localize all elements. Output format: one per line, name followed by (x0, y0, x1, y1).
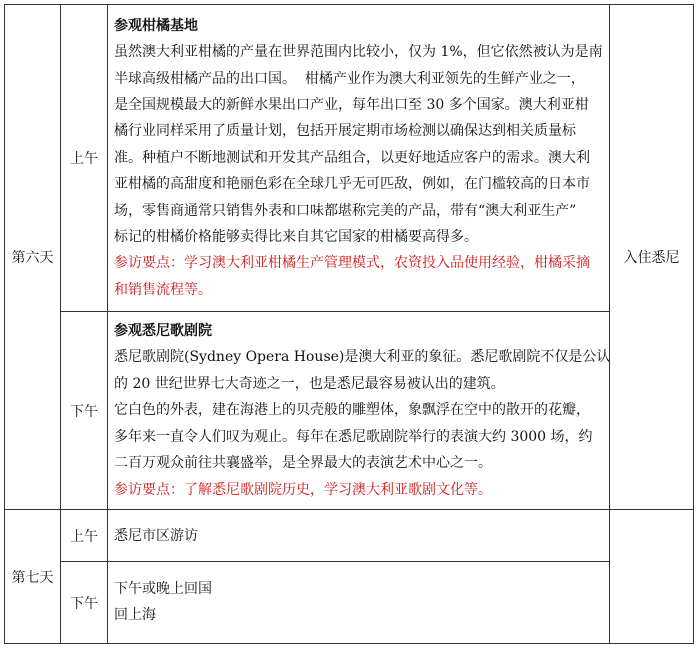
accommodation-note (610, 510, 694, 644)
key-point-line: 和销售流程等。 (114, 281, 212, 298)
text-line: 的 20 世纪世界七大奇迹之一，也是悉尼最容易被认出的建筑。 (114, 375, 505, 392)
text-line: 半球高级柑橘产品的出口国。 柑橘产业作为澳大利亚领先的生鲜产业之一， (114, 70, 585, 87)
text-line: 悉尼歌剧院(Sydney Opera House)是澳大利亚的象征。悉尼歌剧院不仅是公认 (114, 349, 611, 366)
session-title: 参观悉尼歌剧院 (114, 323, 212, 340)
text-line: 虽然澳大利亚柑橘的产量在世界范围内比较小，仅为 1%，但它依然被认为是南 (114, 44, 603, 61)
text-line: 场，零售商通常只销售外表和口味都堪称完美的产品，带有“澳大利亚生产” (114, 202, 577, 219)
day-label: 第六天 (5, 5, 61, 510)
session-description (114, 344, 611, 476)
session-content (108, 312, 610, 510)
table-row (5, 562, 694, 644)
session-content (108, 562, 610, 644)
itinerary-table (4, 4, 694, 644)
text-line: 它白色的外表，建在海港上的贝壳般的雕塑体，象飘浮在空中的散开的花瓣， (114, 402, 590, 419)
text-line: 下午或晚上回国 (114, 580, 212, 597)
text-line: 是全国规模最大的新鲜水果出口产业，每年出口至 30 多个国家。澳大利亚柑 (114, 96, 589, 113)
text-line: 多年来一直令人们叹为观止。每年在悉尼歌剧院举行的表演大约 3000 场，约 (114, 428, 593, 445)
accommodation-note: 入住悉尼 (610, 5, 694, 510)
period-label: 下午 (61, 562, 108, 644)
key-point-line: 参访要点：了解悉尼歌剧院历史，学习澳大利亚歌剧文化等。 (114, 481, 492, 498)
key-points (114, 250, 603, 303)
text-line: 亚柑橘的高甜度和艳丽色彩在全球几乎无可匹敌，例如，在门槛较高的日本市 (114, 176, 590, 193)
text-line: 悉尼市区游访 (114, 527, 198, 544)
session-title: 参观柑橘基地 (114, 17, 198, 34)
day-label: 第七天 (5, 510, 61, 644)
key-points (114, 477, 603, 503)
text-line: 橘行业同样采用了质量计划，包括开展定期市场检测以确保达到相关质量标 (114, 123, 576, 140)
session-description (114, 39, 603, 250)
session-content (108, 5, 610, 312)
text-line: 标记的柑橘价格能够卖得比来自其它国家的柑橘要高得多。 (114, 229, 478, 246)
text-line: 二百万观众前往共襄盛举，是全界最大的表演艺术中心之一。 (114, 455, 492, 472)
period-label: 上午 (61, 510, 108, 562)
table-row (5, 5, 694, 312)
table-row (5, 510, 694, 562)
table-row (5, 312, 694, 510)
session-content (108, 510, 610, 562)
text-line: 准。种植户不断地测试和开发其产品组合，以更好地适应客户的需求。澳大利 (114, 149, 590, 166)
period-label: 上午 (61, 5, 108, 312)
period-label: 下午 (61, 312, 108, 510)
text-line: 回上海 (114, 606, 156, 623)
key-point-line: 参访要点：学习澳大利亚柑橘生产管理模式，农资投入品使用经验，柑橘采摘 (114, 255, 590, 272)
